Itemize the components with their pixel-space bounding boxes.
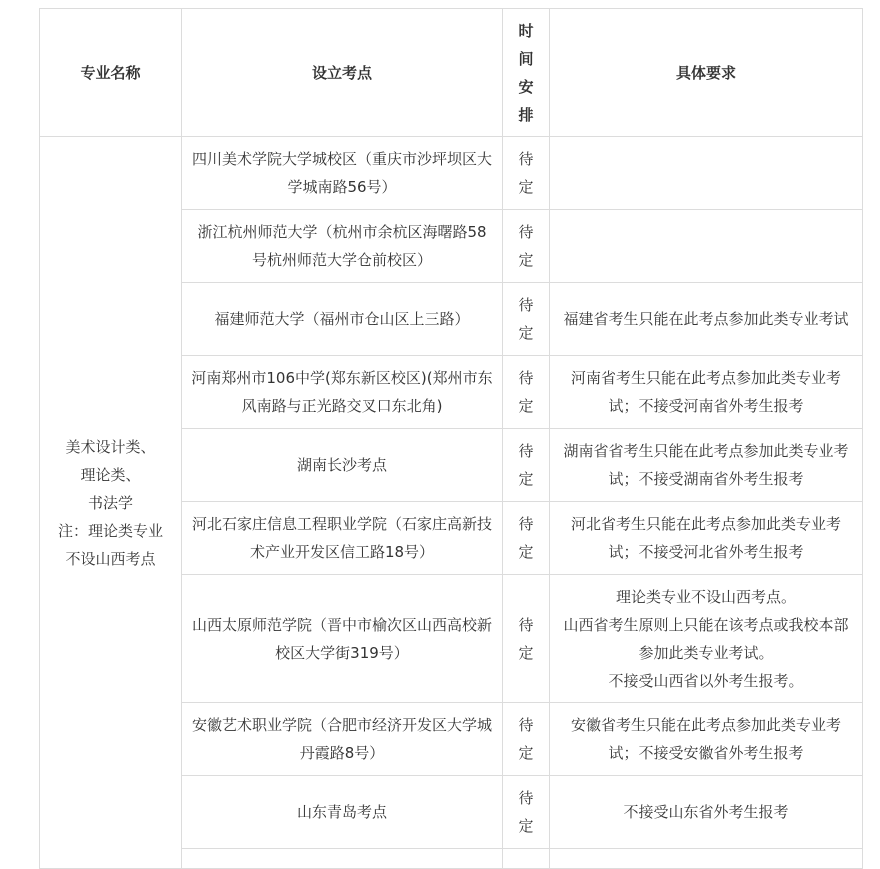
time-char: 待 <box>518 150 534 168</box>
requirement-cell <box>550 703 863 776</box>
header-time-char: 排 <box>518 105 534 124</box>
time-char: 待 <box>518 223 534 241</box>
time-char: 待 <box>518 789 534 807</box>
time-char: 定 <box>518 744 534 762</box>
header-time-char: 安 <box>518 77 534 96</box>
time-cell <box>503 849 550 869</box>
requirement-cell <box>550 849 863 869</box>
requirement-line: 河南省考生只能在此考点参加此类专业考试；不接受河南省外考生报考 <box>570 369 841 415</box>
requirement-cell <box>550 502 863 575</box>
exam-sites-table <box>39 8 863 869</box>
site-cell: 四川美术学院大学城校区（重庆市沙坪坝区大学城南路56号） <box>182 137 503 210</box>
requirement-line: 山西省考生原则上只能在该考点或我校本部参加此类专业考试。 <box>563 615 849 662</box>
requirement-cell <box>550 429 863 502</box>
site-cell: 福建师范大学（福州市仓山区上三路） <box>182 283 503 356</box>
time-char: 待 <box>518 615 534 634</box>
requirement-cell <box>550 210 863 283</box>
time-cell <box>503 356 550 429</box>
major-cell <box>40 137 182 869</box>
header-requirements: 具体要求 <box>550 9 863 137</box>
time-cell <box>503 703 550 776</box>
site-cell <box>182 849 503 869</box>
requirement-line: 理论类专业不设山西考点。 <box>615 587 796 606</box>
table-row <box>40 137 863 210</box>
site-cell: 山西太原师范学院（晋中市榆次区山西高校新校区大学街319号） <box>182 575 503 703</box>
site-cell: 安徽艺术职业学院（合肥市经济开发区大学城丹霞路8号） <box>182 703 503 776</box>
header-time-char: 时 <box>518 21 534 40</box>
requirement-line: 不接受山东省外考生报考 <box>623 803 789 821</box>
major-line: 不设山西考点 <box>65 549 156 568</box>
time-char: 待 <box>518 515 534 533</box>
requirement-cell <box>550 356 863 429</box>
time-cell <box>503 283 550 356</box>
site-cell: 浙江杭州师范大学（杭州市余杭区海曙路58号杭州师范大学仓前校区） <box>182 210 503 283</box>
header-major: 专业名称 <box>40 9 182 137</box>
time-char: 定 <box>518 397 534 415</box>
time-cell <box>503 210 550 283</box>
site-cell: 河南郑州市106中学(郑东新区校区)(郑州市东风南路与正光路交叉口东北角) <box>182 356 503 429</box>
time-cell <box>503 776 550 849</box>
major-line: 注：理论类专业 <box>57 521 163 540</box>
time-char: 待 <box>518 369 534 387</box>
time-char: 待 <box>518 296 534 314</box>
site-cell: 河北石家庄信息工程职业学院（石家庄高新技术产业开发区信工路18号） <box>182 502 503 575</box>
requirement-cell <box>550 283 863 356</box>
header-site: 设立考点 <box>182 9 503 137</box>
site-cell: 湖南长沙考点 <box>182 429 503 502</box>
major-line: 书法学 <box>87 493 133 512</box>
requirement-line: 不接受山西省以外考生报考。 <box>608 671 804 690</box>
requirement-line: 福建省考生只能在此考点参加此类专业考试 <box>563 310 849 328</box>
time-char: 定 <box>518 543 534 561</box>
time-char: 定 <box>518 251 534 269</box>
header-time <box>503 9 550 137</box>
header-time-char: 间 <box>518 49 534 68</box>
table-header-row <box>40 9 863 137</box>
time-cell <box>503 137 550 210</box>
time-char: 定 <box>518 643 534 662</box>
requirement-cell <box>550 137 863 210</box>
site-cell: 山东青岛考点 <box>182 776 503 849</box>
time-char: 定 <box>518 324 534 342</box>
time-char: 定 <box>518 178 534 196</box>
time-char: 定 <box>518 470 534 488</box>
requirement-line: 湖南省省考生只能在此考点参加此类专业考试；不接受湖南省外考生报考 <box>563 442 849 488</box>
time-cell <box>503 429 550 502</box>
time-cell <box>503 502 550 575</box>
time-char: 待 <box>518 716 534 734</box>
requirement-cell <box>550 575 863 703</box>
requirement-cell <box>550 776 863 849</box>
major-line: 理论类、 <box>80 465 141 484</box>
time-char: 待 <box>518 442 534 460</box>
requirement-line: 安徽省考生只能在此考点参加此类专业考试；不接受安徽省外考生报考 <box>570 716 841 762</box>
requirement-line: 河北省考生只能在此考点参加此类专业考试；不接受河北省外考生报考 <box>570 515 841 561</box>
time-char: 定 <box>518 817 534 835</box>
time-cell <box>503 575 550 703</box>
major-line: 美术设计类、 <box>65 437 156 456</box>
